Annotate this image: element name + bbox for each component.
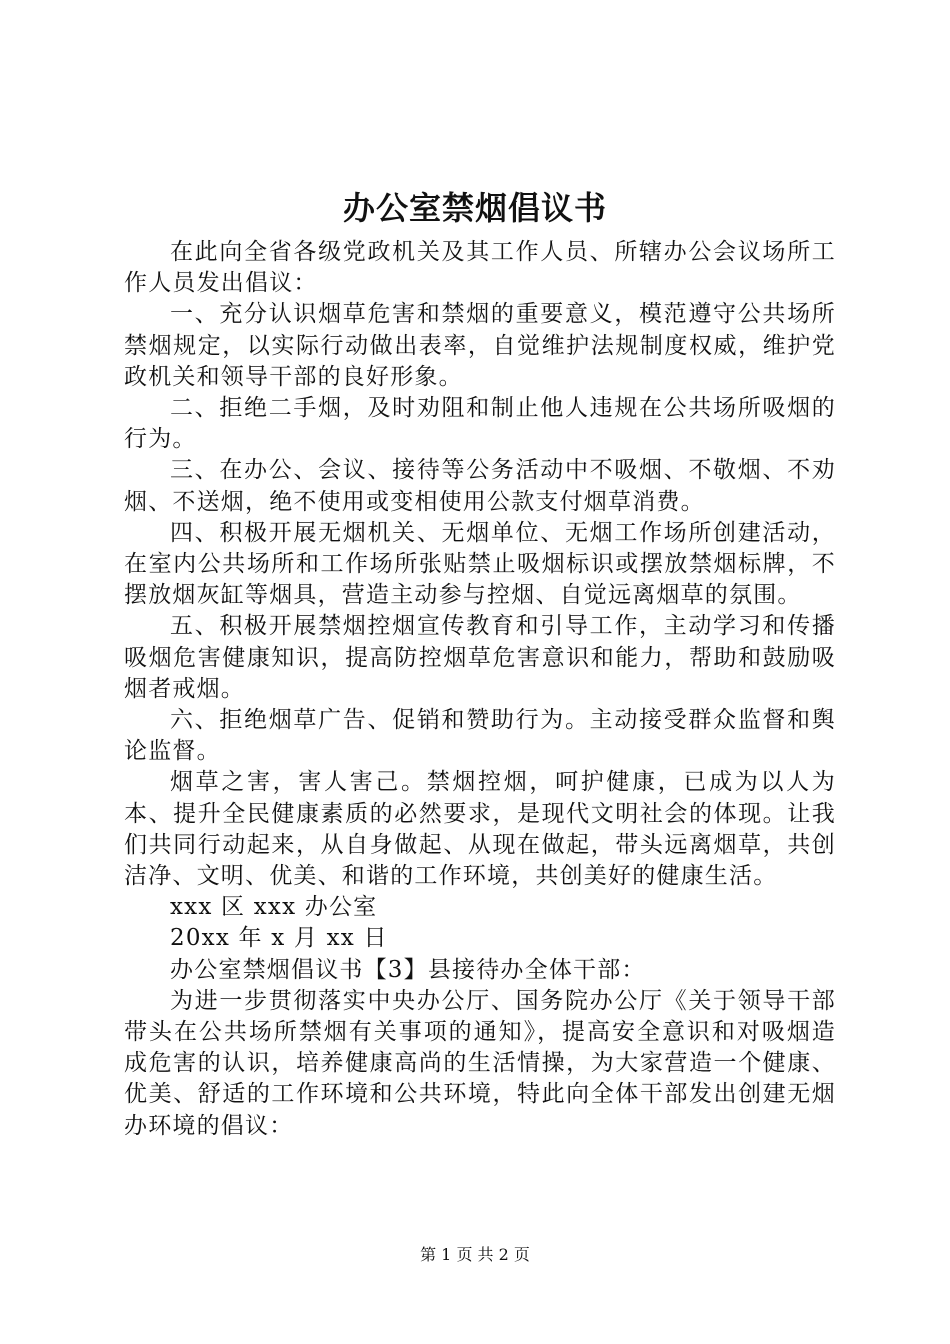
paragraph-conclusion: 烟草之害，害人害己。禁烟控烟，呵护健康，已成为以人为本、提升全民健康素质的必然要求，是现代文明社会的体现。让我们共同行动起来，从自身做起、从现在做起，带头远离烟草，共创洁净、文明、优美、和谐的工作环境，共创美好的健康生活。 bbox=[124, 769, 836, 890]
document-title: 办公室禁烟倡议书 bbox=[342, 189, 607, 227]
paragraph-item-4: 四、积极开展无烟机关、无烟单位、无烟工作场所创建活动，在室内公共场所和工作场所张贴禁止吸烟标识或摆放禁烟标牌，不摆放烟灰缸等烟具，营造主动参与控烟、自觉远离烟草的氛围。 bbox=[124, 519, 836, 609]
paragraph-item-2: 二、拒绝二手烟，及时劝阻和制止他人违规在公共场所吸烟的行为。 bbox=[124, 395, 836, 453]
paragraph-item-6: 六、拒绝烟草广告、促销和赞助行为。主动接受群众监督和舆论监督。 bbox=[124, 707, 836, 765]
paragraph-item-1: 一、充分认识烟草危害和禁烟的重要意义，模范遵守公共场所禁烟规定，以实际行动做出表率，自觉维护法规制度权威，维护党政机关和领导干部的良好形象。 bbox=[124, 301, 836, 390]
paragraph-item-3: 三、在办公、会议、接待等公务活动中不吸烟、不敬烟、不劝烟、不送烟，绝不使用或变相使用公款支付烟草消费。 bbox=[124, 457, 836, 515]
page-number-footer: 第 1 页 共 2 页 bbox=[420, 1245, 530, 1264]
paragraph-intro: 在此向全省各级党政机关及其工作人员、所辖办公会议场所工作人员发出倡议： bbox=[124, 239, 836, 297]
signature-date: 20xx 年 x 月 xx 日 bbox=[170, 925, 388, 952]
paragraph-item-5: 五、积极开展禁烟控烟宣传教育和引导工作，主动学习和传播吸烟危害健康知识，提高防控烟草危害意识和能力，帮助和鼓励吸烟者戒烟。 bbox=[124, 613, 836, 702]
paragraph-section-3-intro: 为进一步贯彻落实中央办公厅、国务院办公厅《关于领导干部带头在公共场所禁烟有关事项的通知》，提高安全意识和对吸烟造成危害的认识，培养健康高尚的生活情操，为大家营造一个健康、优美、舒适的工作环境和公共环境，特此向全体干部发出创建无烟办环境的倡议： bbox=[124, 987, 836, 1139]
signature-office: xxx 区 xxx 办公室 bbox=[170, 894, 378, 921]
document-body bbox=[124, 237, 836, 1142]
section-heading-3: 办公室禁烟倡议书【3】县接待办全体干部： bbox=[170, 956, 646, 983]
